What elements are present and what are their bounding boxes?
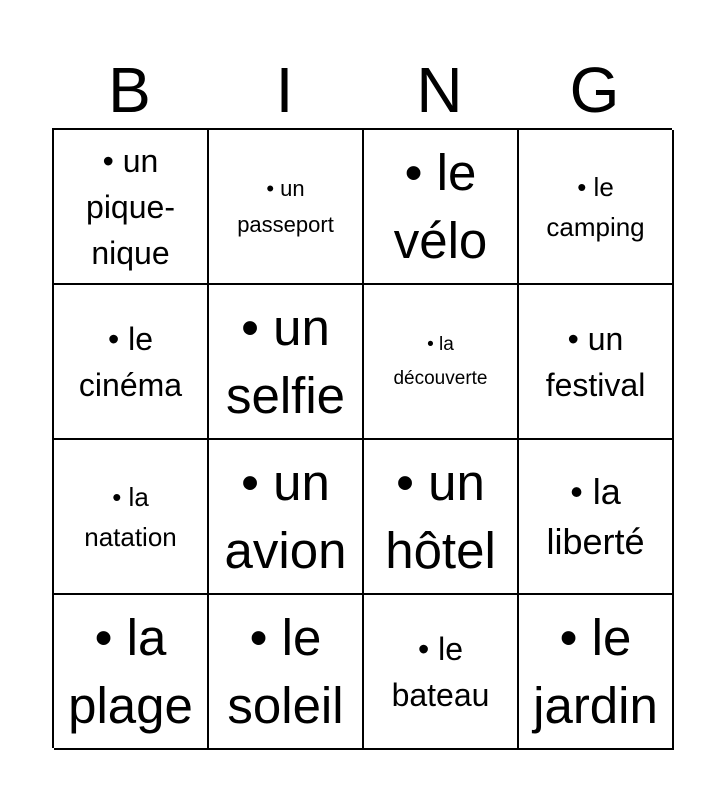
bingo-cell[interactable] <box>209 440 364 595</box>
cell-text: • la natation <box>84 481 177 552</box>
bingo-cell[interactable] <box>209 285 364 440</box>
cell-text: • la liberté <box>546 470 645 562</box>
cell-text: • la découverte <box>393 333 488 389</box>
cell-text: • un pique- nique <box>86 142 175 271</box>
bingo-header <box>52 52 672 128</box>
bingo-cell[interactable] <box>364 130 519 285</box>
bingo-grid <box>52 128 672 748</box>
bingo-cell[interactable] <box>519 285 674 440</box>
bingo-cell[interactable] <box>519 595 674 750</box>
bingo-cell[interactable] <box>54 440 209 595</box>
header-letter-i: I <box>275 54 294 126</box>
cell-text: • le camping <box>546 171 645 242</box>
bingo-cell[interactable] <box>519 130 674 285</box>
cell-text: • un selfie <box>225 298 346 424</box>
bingo-cell[interactable] <box>209 595 364 750</box>
bingo-cell[interactable] <box>54 130 209 285</box>
bingo-cell[interactable] <box>364 595 519 750</box>
cell-text: • un hôtel <box>385 453 496 579</box>
header-letter-g: G <box>569 54 620 126</box>
bingo-cell[interactable] <box>519 440 674 595</box>
bingo-cell[interactable] <box>54 285 209 440</box>
cell-text: • la plage <box>68 608 193 734</box>
cell-text: • le vélo <box>393 143 488 269</box>
cell-text: • le jardin <box>533 608 658 734</box>
bingo-cell[interactable] <box>54 595 209 750</box>
cell-text: • le bateau <box>391 630 490 713</box>
cell-text: • un festival <box>545 320 646 403</box>
cell-text: • un avion <box>224 453 347 579</box>
header-letter-b: B <box>108 54 151 126</box>
bingo-cell[interactable] <box>364 440 519 595</box>
bingo-cell[interactable] <box>364 285 519 440</box>
cell-text: • le cinéma <box>78 320 183 403</box>
cell-text: • le soleil <box>227 608 344 734</box>
cell-text: • un passeport <box>237 175 334 237</box>
header-letter-n: N <box>416 54 463 126</box>
bingo-cell[interactable] <box>209 130 364 285</box>
